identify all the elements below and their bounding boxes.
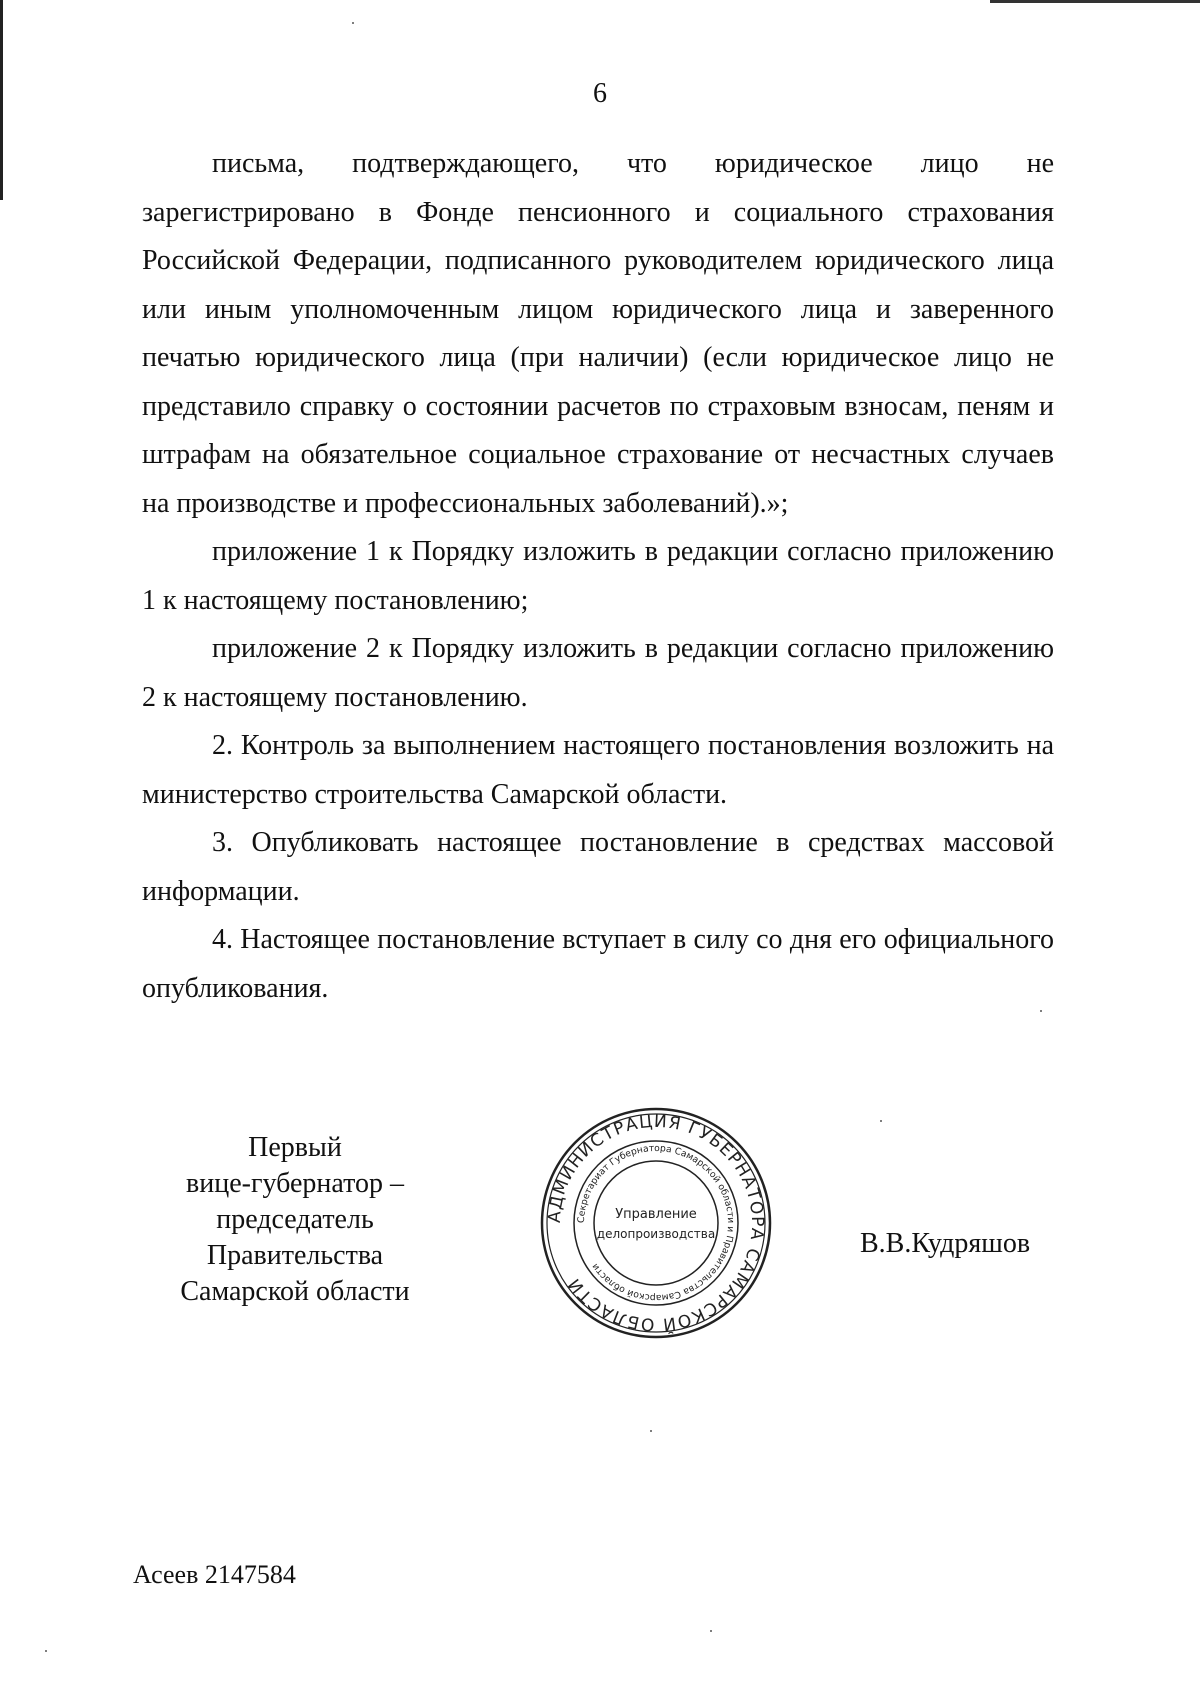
executor-note: Асеев 2147584 (133, 1560, 296, 1589)
scan-speck (352, 22, 354, 24)
scan-speck (1040, 1010, 1042, 1012)
signatory-title-line: председатель Правительства (206, 1204, 384, 1271)
scan-speck (880, 1120, 882, 1122)
page-number: 6 (593, 78, 607, 109)
signatory-name: В.В.Кудряшов (860, 1228, 1031, 1259)
scan-speck (45, 1650, 47, 1652)
stamp-seal-icon (536, 1103, 776, 1343)
paragraph-appendix-2: приложение 2 к Порядку изложить в редакции согласно приложению 2 к настоящему постановлению. (142, 633, 1054, 713)
official-stamp (536, 1103, 776, 1343)
scan-edge-top (990, 0, 1200, 3)
stamp-outer-text: АДМИНИСТРАЦИЯ ГУБЕРНАТОРА САМАРСКОЙ ОБЛАСТИ (544, 1111, 768, 1335)
scan-speck (650, 1430, 652, 1432)
scan-speck (710, 1630, 712, 1632)
paragraph-item-4: 4. Настоящее постановление вступает в силу со дня его официального опубликования. (142, 924, 1054, 1004)
stamp-center-line-1: Управление (615, 1207, 697, 1222)
paragraph-letter: письма, подтверждающего, что юридическое лицо не зарегистрировано в Фонде пенсионного и социального страхования Российской Федерации, подписанного руководителем юридического лица или иным уполномоченным лицом юридического лица и заверенного печатью юридического лица (при наличии) (если юридическое лицо не представило справку о состоянии расчетов по страховым взносам, пеням и штрафам на обязательное социальное страхование от несчастных случаев на производстве и профессиональных заболеваний).»; (142, 148, 1054, 519)
signatory-title-line: Самарской области (180, 1276, 410, 1307)
signatory-title-line: Первый (248, 1132, 342, 1163)
paragraph-appendix-1: приложение 1 к Порядку изложить в редакции согласно приложению 1 к настоящему постановлению; (142, 536, 1054, 616)
paragraph-item-2: 2. Контроль за выполнением настоящего постановления возложить на министерство строительства Самарской области. (142, 730, 1054, 810)
signatory-title (130, 1130, 460, 1310)
paragraph-item-3: 3. Опубликовать настоящее постановление в средствах массовой информации. (142, 827, 1054, 907)
stamp-center-line-2: делопроизводства (596, 1227, 716, 1241)
svg-text:Секретариат Губернатора Самарс (576, 1143, 736, 1303)
document-body (142, 140, 1054, 1013)
signatory-title-line: вице-губернатор – (186, 1168, 404, 1199)
stamp-inner-text: Секретариат Губернатора Самарской области и Правительства Самарской области (575, 1142, 737, 1304)
